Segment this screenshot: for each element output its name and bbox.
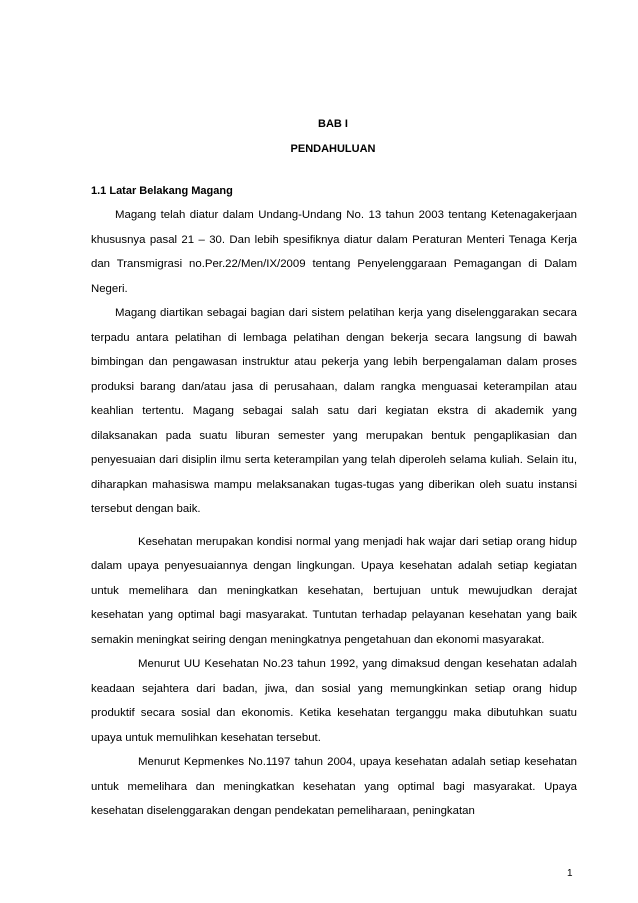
- paragraph-magang-regulation: Magang telah diatur dalam Undang-Undang No. 13 tahun 2003 tentang Ketenagakerjaan khususnya pasal 21 – 30. Dan lebih spesifiknya diatur dalam Peraturan Menteri Tenaga Kerja dan Transmigrasi no.Per.22/Men/IX/2009 tentang Penyelenggaraan Pemagangan di Dalam Negeri.: [91, 209, 577, 295]
- page-number: 1: [567, 868, 573, 879]
- paragraph-magang-definition: Magang diartikan sebagai bagian dari sistem pelatihan kerja yang diselenggarakan secara terpadu antara pelatihan di lembaga pelatihan dengan bekerja secara langsung di bawah bimbingan dan pengawasan instruktur atau pekerja yang lebih berpengalaman dalam proses produksi barang dan/atau jasa di perusahaan, dalam rangka menguasai keterampilan atau keahlian tertentu. Magang sebagai salah satu dari kegiatan ekstra di akademik yang dilaksanakan pada suatu liburan semester yang merupakan bentuk pengaplikasian dan penyesuaian dari disiplin ilmu serta keterampilan yang telah diperoleh selama kuliah. Selain itu, diharapkan mahasiswa mampu melaksanakan tugas-tugas yang diberikan oleh suatu instansi tersebut dengan baik.: [91, 307, 577, 515]
- chapter-title: PENDAHULUAN: [290, 143, 376, 155]
- paragraph-kesehatan-definition: Kesehatan merupakan kondisi normal yang menjadi hak wajar dari setiap orang hidup dalam upaya penyesuaiannya dengan lingkungan. Upaya kesehatan adalah setiap kegiatan untuk memelihara dan meningkatkan kesehatan, bertujuan untuk mewujudkan derajat kesehatan yang optimal bagi masyarakat. Tuntutan terhadap pelayanan kesehatan yang baik semakin meningkat seiring dengan meningkatnya pengetahuan dan ekonomi masyarakat.: [91, 535, 577, 646]
- paragraph-kepmenkes: Menurut Kepmenkes No.1197 tahun 2004, upaya kesehatan adalah setiap kesehatan untuk memelihara dan meningkatkan kesehatan yang optimal bagi masyarakat. Upaya kesehatan diselenggarakan dengan pendekatan pemeliharaan, peningkatan: [91, 756, 577, 817]
- chapter-label: BAB I: [318, 118, 348, 130]
- paragraph-uu-kesehatan: Menurut UU Kesehatan No.23 tahun 1992, yang dimaksud dengan kesehatan adalah keadaan sejahtera dari badan, jiwa, dan sosial yang memungkinkan setiap orang hidup produktif secara sosial dan ekonomis. Ketika kesehatan terganggu maka dibutuhkan suatu upaya untuk memulihkan kesehatan tersebut.: [91, 658, 577, 744]
- body-text: [91, 203, 577, 824]
- section-title: 1.1 Latar Belakang Magang: [91, 185, 233, 197]
